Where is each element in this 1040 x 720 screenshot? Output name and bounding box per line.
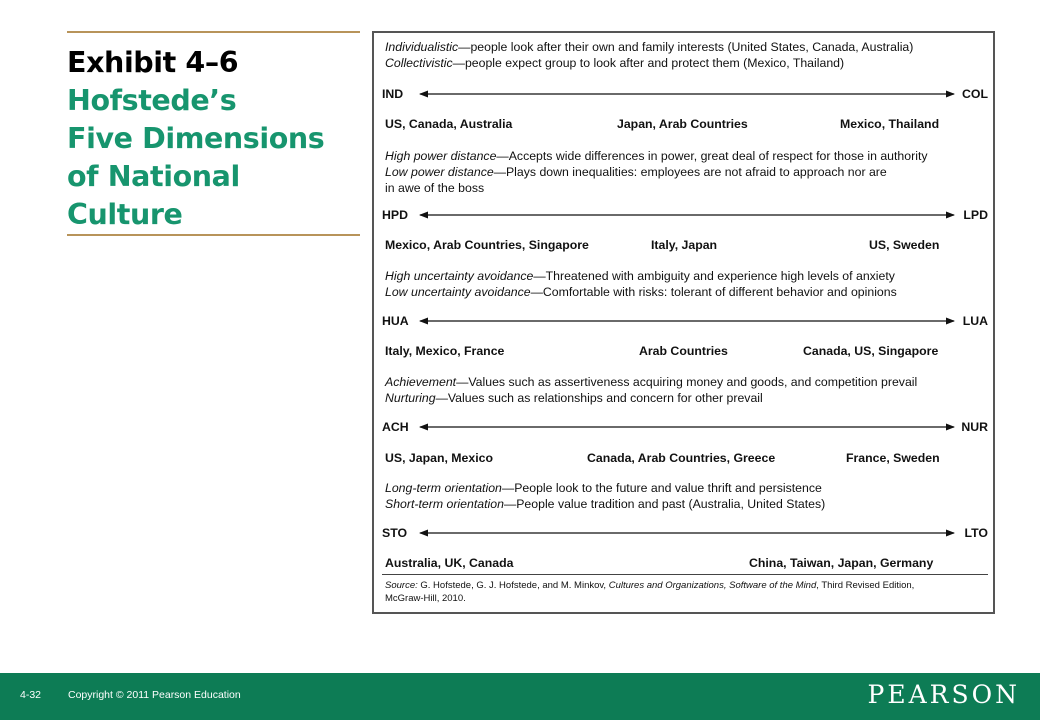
term-text: —Values such as assertiveness acquiring money and goods, and competition prevail (456, 375, 918, 389)
term-text: —Accepts wide differences in power, great deal of respect for those in authority (496, 149, 928, 163)
definition-uncertainty-avoidance (385, 268, 897, 300)
double-arrow-icon (418, 87, 956, 101)
axis-ind-col (382, 87, 988, 101)
term-text: —Plays down inequalities: employees are not afraid to approach nor are (493, 165, 887, 179)
countries-left: US, Japan, Mexico (385, 451, 493, 465)
term: Short-term orientation (385, 497, 504, 511)
axis-label-left: STO (382, 526, 408, 540)
countries-left: Mexico, Arab Countries, Singapore (385, 238, 589, 252)
axis-label-left: HPD (382, 208, 408, 222)
copyright-text: Copyright © 2011 Pearson Education (68, 689, 241, 701)
axis-hua-lua (382, 314, 988, 328)
term-text: —people look after their own and family interests (United States, Canada, Australia) (458, 40, 914, 54)
title-line-4: of National (67, 160, 240, 193)
countries-middle: Italy, Japan (651, 238, 718, 252)
term: Low uncertainty avoidance (385, 285, 531, 299)
countries-right: Canada, US, Singapore (803, 344, 939, 358)
double-arrow-icon (418, 208, 956, 222)
source-divider (382, 574, 988, 575)
countries-right: US, Sweden (869, 238, 940, 252)
axis-sto-lto (382, 526, 988, 540)
term-text-continued: in awe of the boss (385, 181, 485, 195)
double-arrow-icon (418, 420, 956, 434)
axis-ach-nur (382, 420, 988, 434)
source-edition: , Third Revised Edition, (816, 580, 915, 591)
term: Low power distance (385, 165, 494, 179)
title-rule-bottom (67, 234, 360, 236)
term: Collectivistic (385, 56, 453, 70)
exhibit-figure (372, 31, 995, 614)
term: Individualistic (385, 40, 459, 54)
page-number: 4-32 (20, 689, 42, 701)
definition-orientation (385, 480, 825, 512)
title-line-3: Five Dimensions (67, 122, 325, 155)
title-line-exhibit: Exhibit 4–6 (67, 46, 239, 79)
axis-label-right: LUA (962, 314, 988, 328)
axis-label-right: LPD (963, 208, 988, 222)
source-authors: G. Hofstede, G. J. Hofstede, and M. Minkov, (417, 580, 609, 591)
countries-right: Mexico, Thailand (840, 117, 940, 131)
source-label: Source: (385, 580, 418, 591)
source-publisher: McGraw-Hill, 2010. (385, 593, 466, 604)
term: Long-term orientation (385, 481, 502, 495)
title-line-2: Hofstede’s (67, 84, 237, 117)
countries-left: Italy, Mexico, France (385, 344, 505, 358)
term-text: —Comfortable with risks: tolerant of different behavior and opinions (530, 285, 897, 299)
term-text: —Values such as relationships and concern for other prevail (435, 391, 763, 405)
axis-label-right: COL (962, 87, 988, 101)
term: High uncertainty avoidance (385, 269, 534, 283)
term-text: —People value tradition and past (Australia, United States) (503, 497, 826, 511)
footer-bar (0, 673, 1040, 720)
countries-right: China, Taiwan, Japan, Germany (749, 556, 934, 570)
term: Nurturing (385, 391, 436, 405)
source-book: Cultures and Organizations, Software of the Mind (608, 580, 817, 591)
countries-middle: Japan, Arab Countries (617, 117, 748, 131)
axis-label-left: IND (382, 87, 404, 101)
title-rule-top (67, 31, 360, 33)
term: High power distance (385, 149, 497, 163)
source-citation (385, 579, 914, 605)
axis-hpd-lpd (382, 208, 988, 222)
axis-label-right: LTO (964, 526, 988, 540)
title-line-5: Culture (67, 198, 183, 231)
definition-power-distance (385, 148, 928, 196)
definition-individualistic (385, 39, 913, 71)
slide-title (67, 44, 367, 234)
countries-left: US, Canada, Australia (385, 117, 513, 131)
countries-left: Australia, UK, Canada (385, 556, 514, 570)
term-text: —people expect group to look after and protect them (Mexico, Thailand) (452, 56, 845, 70)
double-arrow-icon (418, 526, 956, 540)
term-text: —Threatened with ambiguity and experience high levels of anxiety (533, 269, 895, 283)
term: Achievement (385, 375, 457, 389)
definition-achievement (385, 374, 917, 406)
axis-label-left: HUA (382, 314, 409, 328)
axis-label-left: ACH (382, 420, 409, 434)
axis-label-right: NUR (961, 420, 988, 434)
countries-right: France, Sweden (846, 451, 940, 465)
double-arrow-icon (418, 314, 956, 328)
term-text: —People look to the future and value thrift and persistence (501, 481, 822, 495)
countries-middle: Canada, Arab Countries, Greece (587, 451, 776, 465)
countries-middle: Arab Countries (639, 344, 728, 358)
pearson-logo: PEARSON (867, 680, 1020, 709)
